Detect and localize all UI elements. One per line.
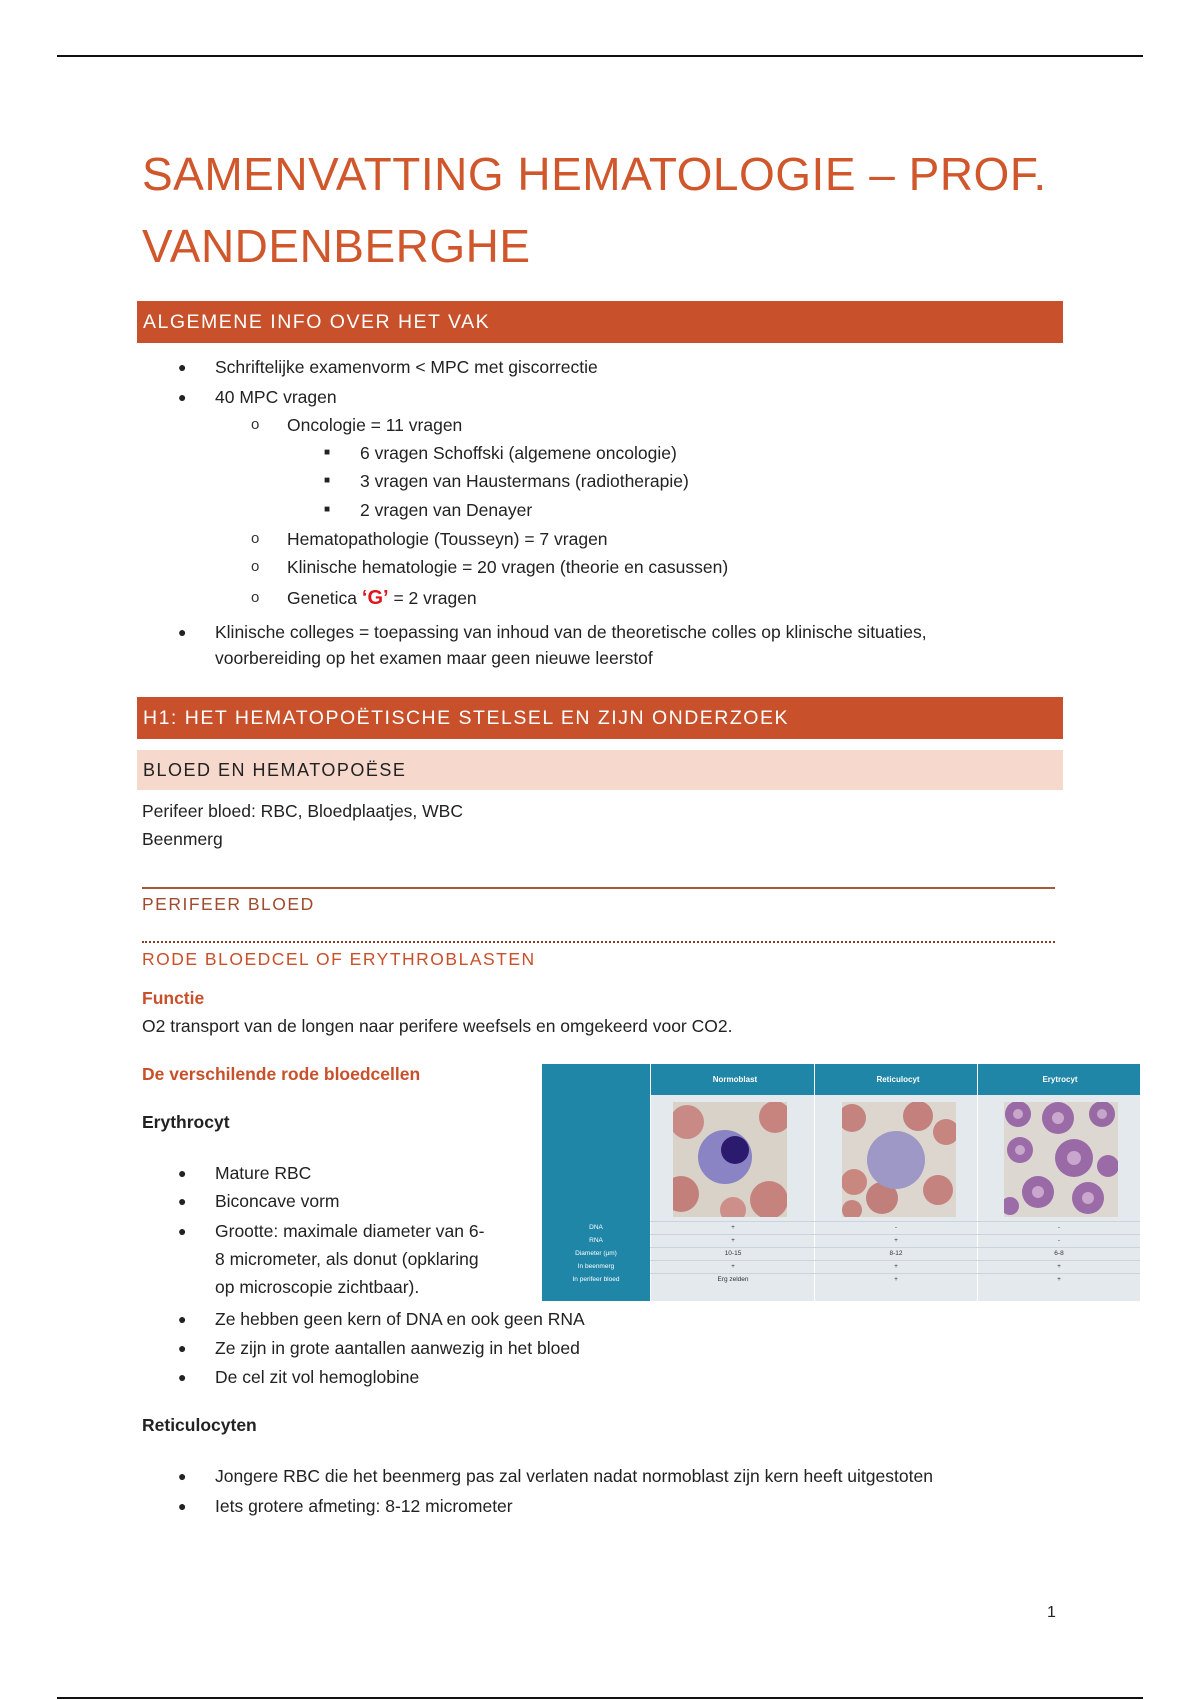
circle-bullet-icon: o [251,530,260,547]
heading-erythrocyt: Erythrocyt [142,1112,230,1132]
section-heading-h1: H1: HET HEMATOPOËTISCHE STELSEL EN ZIJN ONDERZOEK [137,697,1063,739]
body-text: O2 transport van de longen naar perifere weefsels en omgekeerd voor CO2. [142,1016,733,1036]
list-item: Schriftelijke examenvorm < MPC met giscorrectie [215,357,598,377]
rbc-comparison-table [542,1064,1140,1301]
bottom-rule [57,1697,1143,1699]
list-item: Klinische hematologie = 20 vragen (theorie en casussen) [287,557,729,577]
list-item: Ze zijn in grote aantallen aanwezig in het bloed [215,1338,580,1358]
column-header-reticulocyt: Reticulocyt [876,1075,920,1084]
table-cell: - [1057,1224,1061,1231]
genetica-g-marker: ‘G’ [361,587,389,609]
list-item-continuation: 8 micrometer, als donut (opklaring [215,1249,479,1269]
table-cell: + [894,1237,898,1244]
list-item: Jongere RBC die het beenmerg pas zal verlaten nadat normoblast zijn kern heeft uitgestoten [215,1466,933,1486]
heading-reticulocyten: Reticulocyten [142,1415,257,1435]
bullet-icon: ● [178,1340,187,1356]
table-cell: 10-15 [724,1250,742,1257]
heading-verschillende: De verschilende rode bloedcellen [142,1064,421,1084]
square-bullet-icon: ■ [324,447,331,458]
circle-bullet-icon: o [251,416,260,433]
divider-solid [142,887,1055,889]
page-number: 1 [1047,1604,1056,1621]
bullet-icon: ● [178,1369,187,1385]
heading-functie: Functie [142,988,205,1008]
square-bullet-icon: ■ [324,475,331,486]
list-item-continuation: voorbereiding op het examen maar geen nieuwe leerstof [215,648,653,668]
list-item: 2 vragen van Denayer [360,500,533,520]
list-item: Klinische colleges = toepassing van inhoud van de theoretische colles op klinische situaties, [215,622,927,642]
table-cell: + [1057,1276,1061,1283]
column-header-erytrocyt: Erytrocyt [1042,1075,1078,1084]
bullet-icon: ● [178,389,187,405]
list-item: Iets grotere afmeting: 8-12 micrometer [215,1496,513,1516]
reticulocyt-image [842,1102,956,1217]
bullet-icon: ● [178,1498,187,1514]
list-item: 6 vragen Schoffski (algemene oncologie) [360,443,677,463]
list-item: De cel zit vol hemoglobine [215,1367,420,1387]
list-item: 3 vragen van Haustermans (radiotherapie) [360,471,689,491]
table-cell: + [731,1224,735,1231]
top-rule [57,55,1143,57]
list-item-genetica [287,585,477,611]
heading-perifeer-bloed: PERIFEER BLOED [142,894,315,914]
document-title [142,138,1102,282]
section-heading-algemene-info: ALGEMENE INFO OVER HET VAK [137,301,1063,343]
list-item: 40 MPC vragen [215,387,337,407]
row-label-dna: DNA [589,1224,603,1231]
row-label-diameter: Diameter (µm) [575,1250,617,1257]
table-cell: - [1057,1237,1061,1244]
list-item-continuation: op microscopie zichtbaar). [215,1277,420,1297]
row-label-in-beenmerg: In beenmerg [577,1263,615,1270]
square-bullet-icon: ■ [324,504,331,515]
subsection-heading-bloed: BLOED EN HEMATOPOËSE [137,750,1063,790]
column-header-normoblast: Normoblast [712,1075,758,1084]
table-cell: + [731,1237,735,1244]
bullet-icon: ● [178,1165,187,1181]
body-text: Beenmerg [142,829,223,849]
table-cell: + [731,1263,735,1270]
table-cell: Erg zelden [717,1276,749,1283]
erytrocyt-image [1004,1102,1118,1217]
circle-bullet-icon: o [251,589,260,606]
genetica-label: Genetica [287,588,358,608]
bullet-icon: ● [178,1311,187,1327]
genetica-count: = 2 vragen [393,588,477,608]
erytrocyt-micrograph [1004,1102,1118,1217]
table-cell: - [894,1224,898,1231]
bullet-icon: ● [178,1223,187,1239]
bullet-icon: ● [178,1193,187,1209]
normoblast-micrograph [673,1102,787,1217]
reticulocyt-micrograph [842,1102,956,1217]
table-cell: + [1057,1263,1061,1270]
normoblast-image [673,1102,787,1217]
bullet-icon: ● [178,624,187,640]
body-text: Perifeer bloed: RBC, Bloedplaatjes, WBC [142,801,463,821]
circle-bullet-icon: o [251,558,260,575]
table-cell: + [894,1276,898,1283]
list-item: Ze hebben geen kern of DNA en ook geen RNA [215,1309,585,1329]
row-label-in-perifeer-bloed: In perifeer bloed [572,1276,620,1283]
divider-dotted [142,941,1055,943]
list-item: Grootte: maximale diameter van 6- [215,1221,485,1241]
heading-rode-bloedcel: RODE BLOEDCEL OF ERYTHROBLASTEN [142,949,536,969]
list-item: Oncologie = 11 vragen [287,415,463,435]
title-line-2: VANDENBERGHE [142,220,531,272]
list-item: Hematopathologie (Tousseyn) = 7 vragen [287,529,608,549]
row-label-rna: RNA [589,1237,603,1244]
table-cell: 8-12 [889,1250,903,1257]
title-line-1: SAMENVATTING HEMATOLOGIE – PROF. [142,148,1047,200]
table-cell: + [894,1263,898,1270]
bullet-icon: ● [178,1468,187,1484]
table-cell: 6-8 [1054,1250,1064,1257]
bullet-icon: ● [178,359,187,375]
list-item: Biconcave vorm [215,1191,340,1211]
list-item: Mature RBC [215,1163,312,1183]
